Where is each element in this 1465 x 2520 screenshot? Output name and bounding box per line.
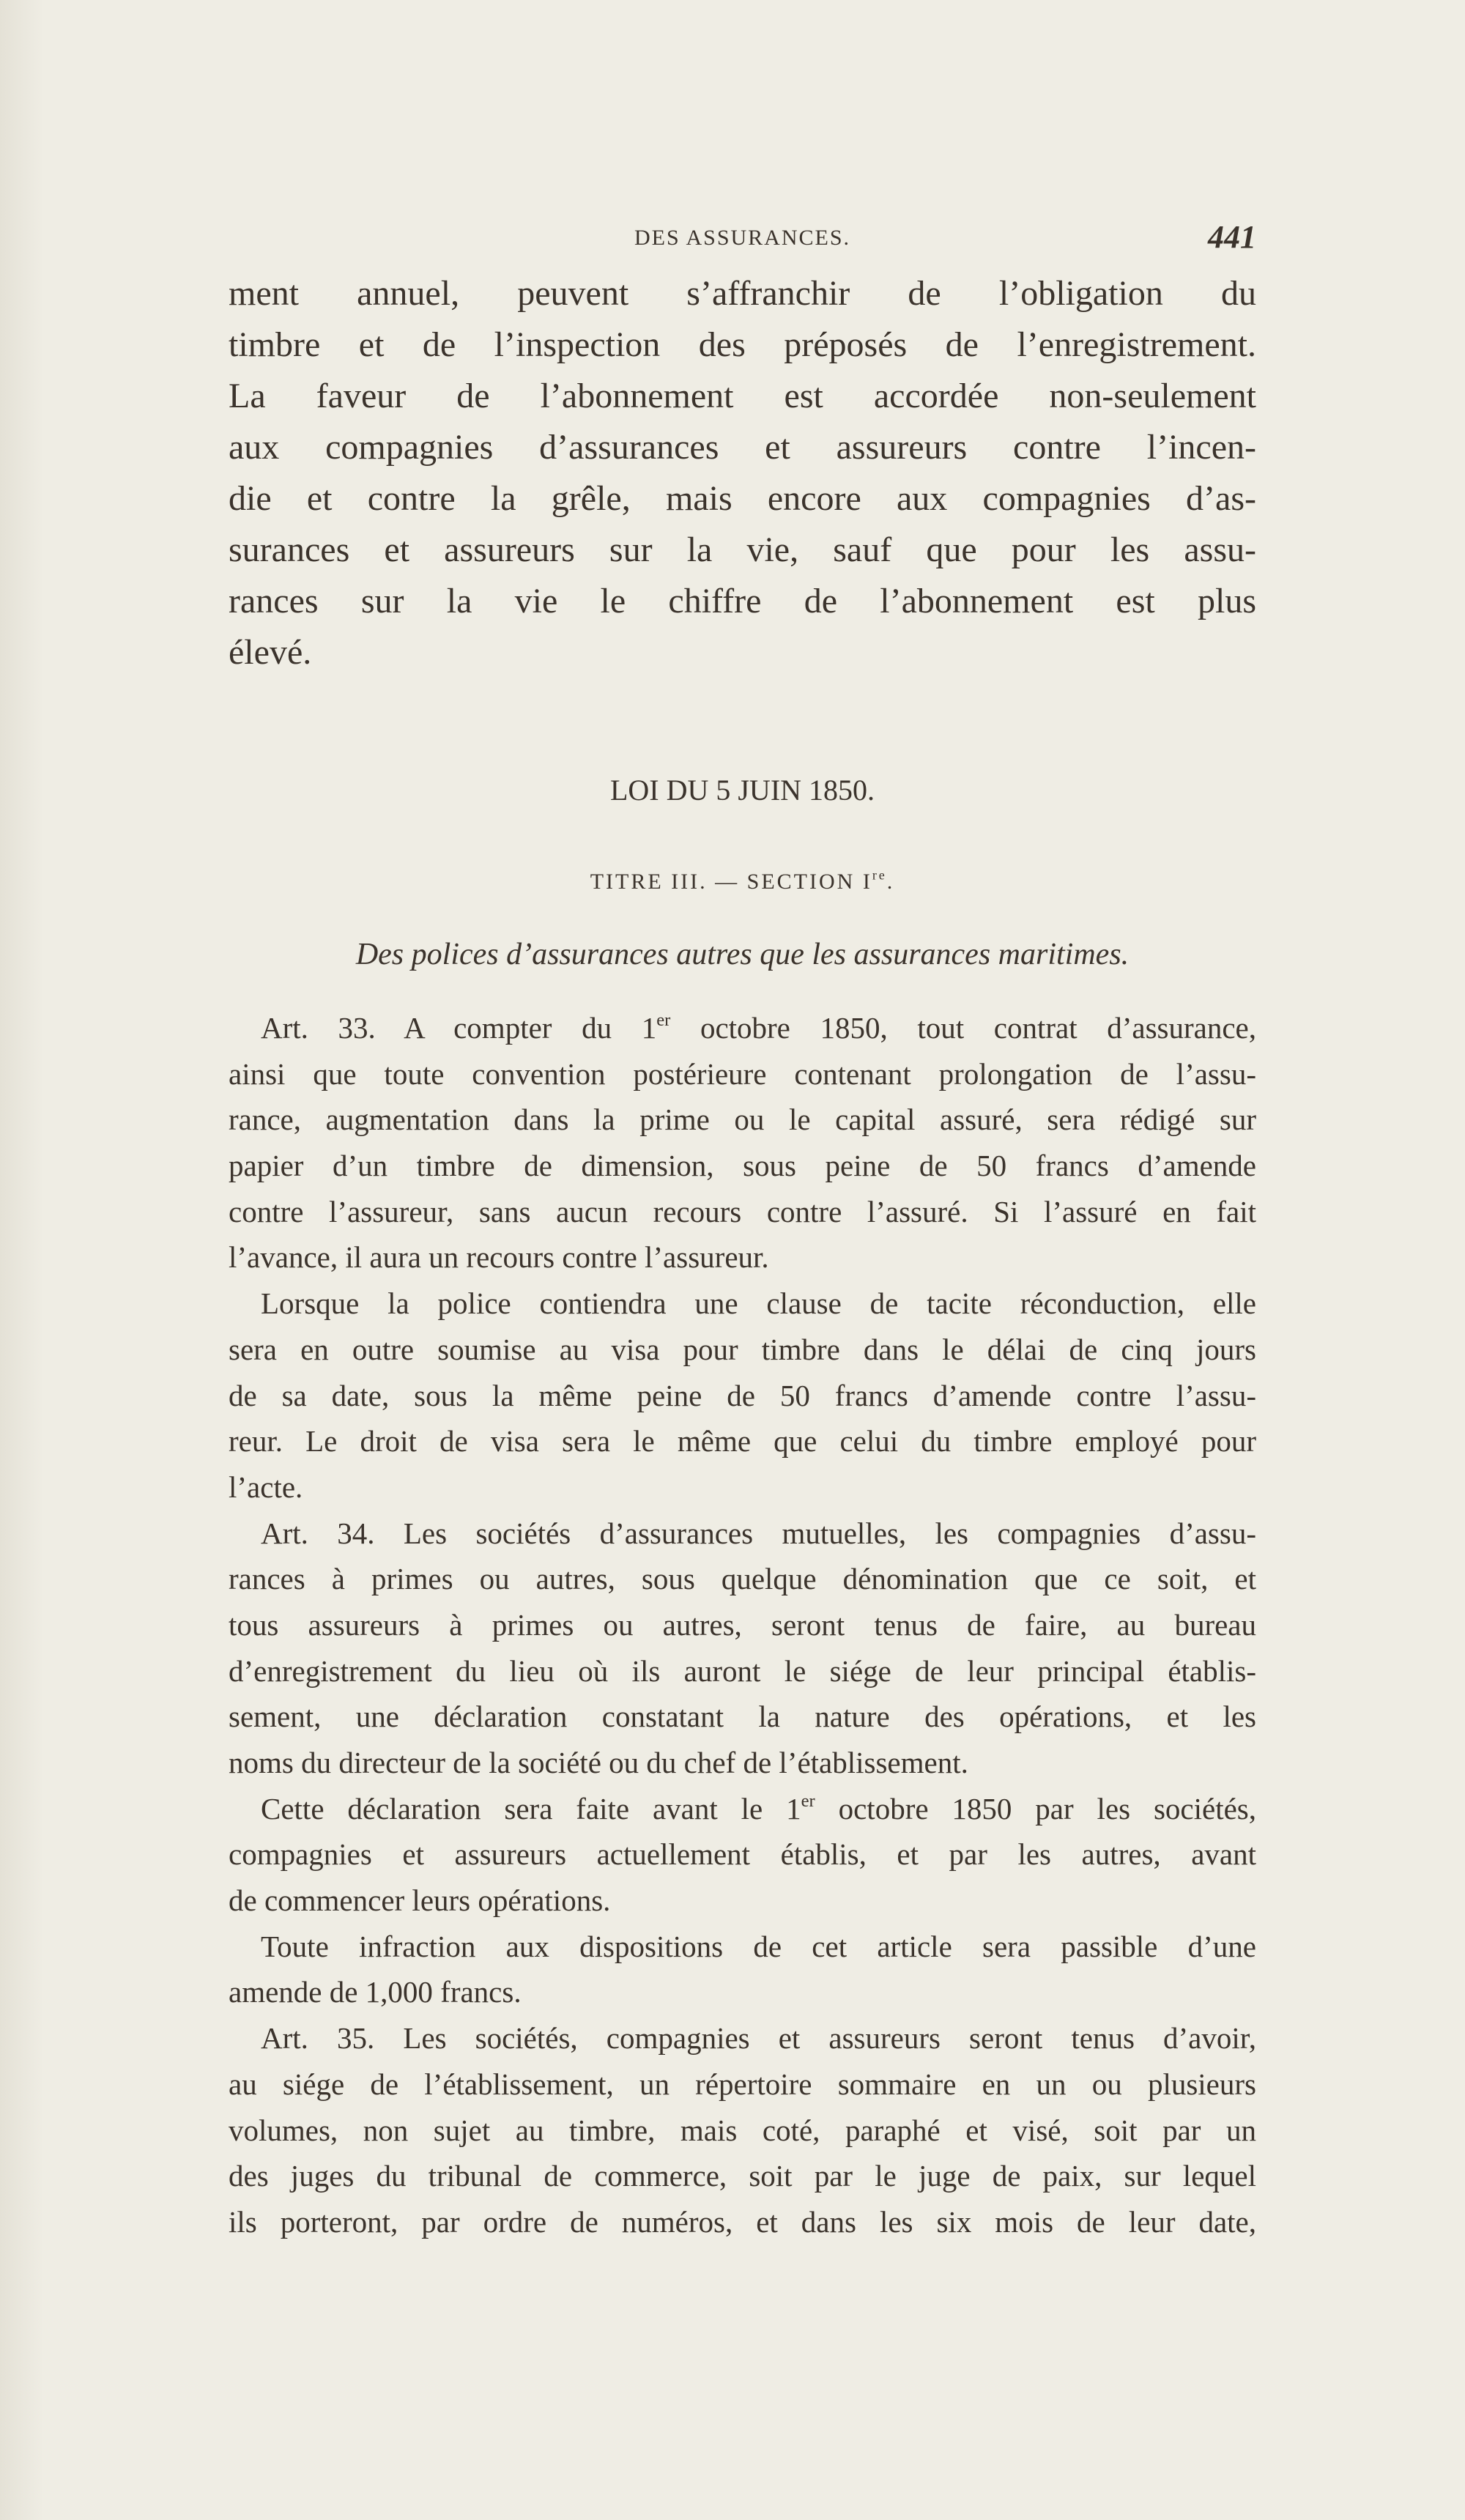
text-line: de sa date, sous la même peine de 50 francs d’amende contre l’assu- [229,1378,1256,1412]
text-line: contre l’assureur, sans aucun recours contre l’assuré. Si l’assuré en fait [229,1194,1256,1228]
superscript: er [656,1009,671,1030]
text-line: l’avance, il aura un recours contre l’assureur. [229,1240,769,1275]
text-segment: Cette déclaration sera faite avant le 1 [261,1791,801,1826]
section-title-end: . [886,870,895,894]
running-head [229,219,1256,255]
text-line: rances sur la vie le chiffre de l’abonnement est plus [229,582,1256,620]
text-line: Toute infraction aux dispositions de cet article sera passible d’une [261,1929,1256,1963]
text-line: amende de 1,000 francs. [229,1975,522,2009]
text-line: volumes, non sujet au timbre, mais coté, paraphé et visé, soit par un [229,2113,1256,2147]
text-line: Lorsque la police contiendra une clause de tacite réconduction, elle [261,1286,1256,1321]
intro-paragraph [229,268,1256,678]
text-line: sement, une déclaration constatant la nature des opérations, et les [229,1700,1256,1734]
law-title: LOI DU 5 JUIN 1850. [609,774,875,807]
text-line: La faveur de l’abonnement est accordée non-seulement [229,377,1256,415]
text-line: papier d’un timbre de dimension, sous peine de 50 francs d’amende [229,1149,1256,1183]
section-subheading: Des polices d’assurances autres que les assurances maritimes. [355,938,1130,971]
page-edge-shadow [0,0,44,2520]
text-line: ment annuel, peuvent s’affranchir de l’obligation du [229,274,1256,313]
text-line: l’acte. [229,1470,303,1504]
text-line: rances à primes ou autres, sous quelque dénomination que ce soit, et [229,1562,1256,1596]
text-line: de commencer leurs opérations. [229,1883,611,1918]
text-line: tous assureurs à primes ou autres, seront tenus de faire, au bureau [229,1607,1256,1642]
text-line: ainsi que toute convention postérieure contenant prolongation de l’assu- [229,1056,1256,1091]
text-line: Art. 35. Les sociétés, compagnies et assureurs seront tenus d’avoir, [261,2021,1256,2056]
text-line [229,1005,1256,1051]
text-segment: octobre 1850, tout contrat d’assurance, [670,1011,1256,1045]
text-line: die et contre la grêle, mais encore aux compagnies d’as- [229,479,1256,518]
text-segment: octobre 1850 par les sociétés, [815,1791,1256,1826]
text-line: au siége de l’établissement, un répertoire sommaire en un ou plusieurs [229,2067,1256,2101]
section-title [229,867,1256,897]
text-line: rance, augmentation dans la prime ou le capital assuré, sera rédigé sur [229,1102,1256,1137]
text-line: surances et assureurs sur la vie, sauf que pour les assu- [229,530,1256,569]
section-title-text: TITRE III. — SECTION I [590,870,872,894]
text-line: d’enregistrement du lieu où ils auront le siége de leur principal établis- [229,1653,1256,1688]
text-line: ils porteront, par ordre de numéros, et dans les six mois de leur date, [229,2204,1256,2239]
superscript: er [801,1790,815,1811]
section-title-sup: re [872,867,887,883]
text-line: reur. Le droit de visa sera le même que celui du timbre employé pour [229,1424,1256,1459]
text-line: élevé. [229,633,312,672]
page-number: 441 [1208,219,1256,255]
text-segment: Art. 33. A compter du 1 [261,1011,657,1045]
text-line: des juges du tribunal de commerce, soit par le juge de paix, sur lequel [229,2159,1256,2193]
text-line: compagnies et assureurs actuellement établis, et par les autres, avant [229,1837,1256,1872]
text-line: Art. 34. Les sociétés d’assurances mutuelles, les compagnies d’assu- [261,1516,1256,1550]
text-line: sera en outre soumise au visa pour timbre dans le délai de cinq jours [229,1332,1256,1366]
text-line: noms du directeur de la société ou du chef de l’établissement. [229,1746,968,1779]
text-line: timbre et de l’inspection des préposés de l’enregistrement. [229,325,1256,364]
running-head-title: DES ASSURANCES. [634,226,851,250]
text-line [229,1786,1256,1832]
articles-body [229,1005,1256,2245]
text-line: aux compagnies d’assurances et assureurs contre l’incen- [229,428,1256,467]
